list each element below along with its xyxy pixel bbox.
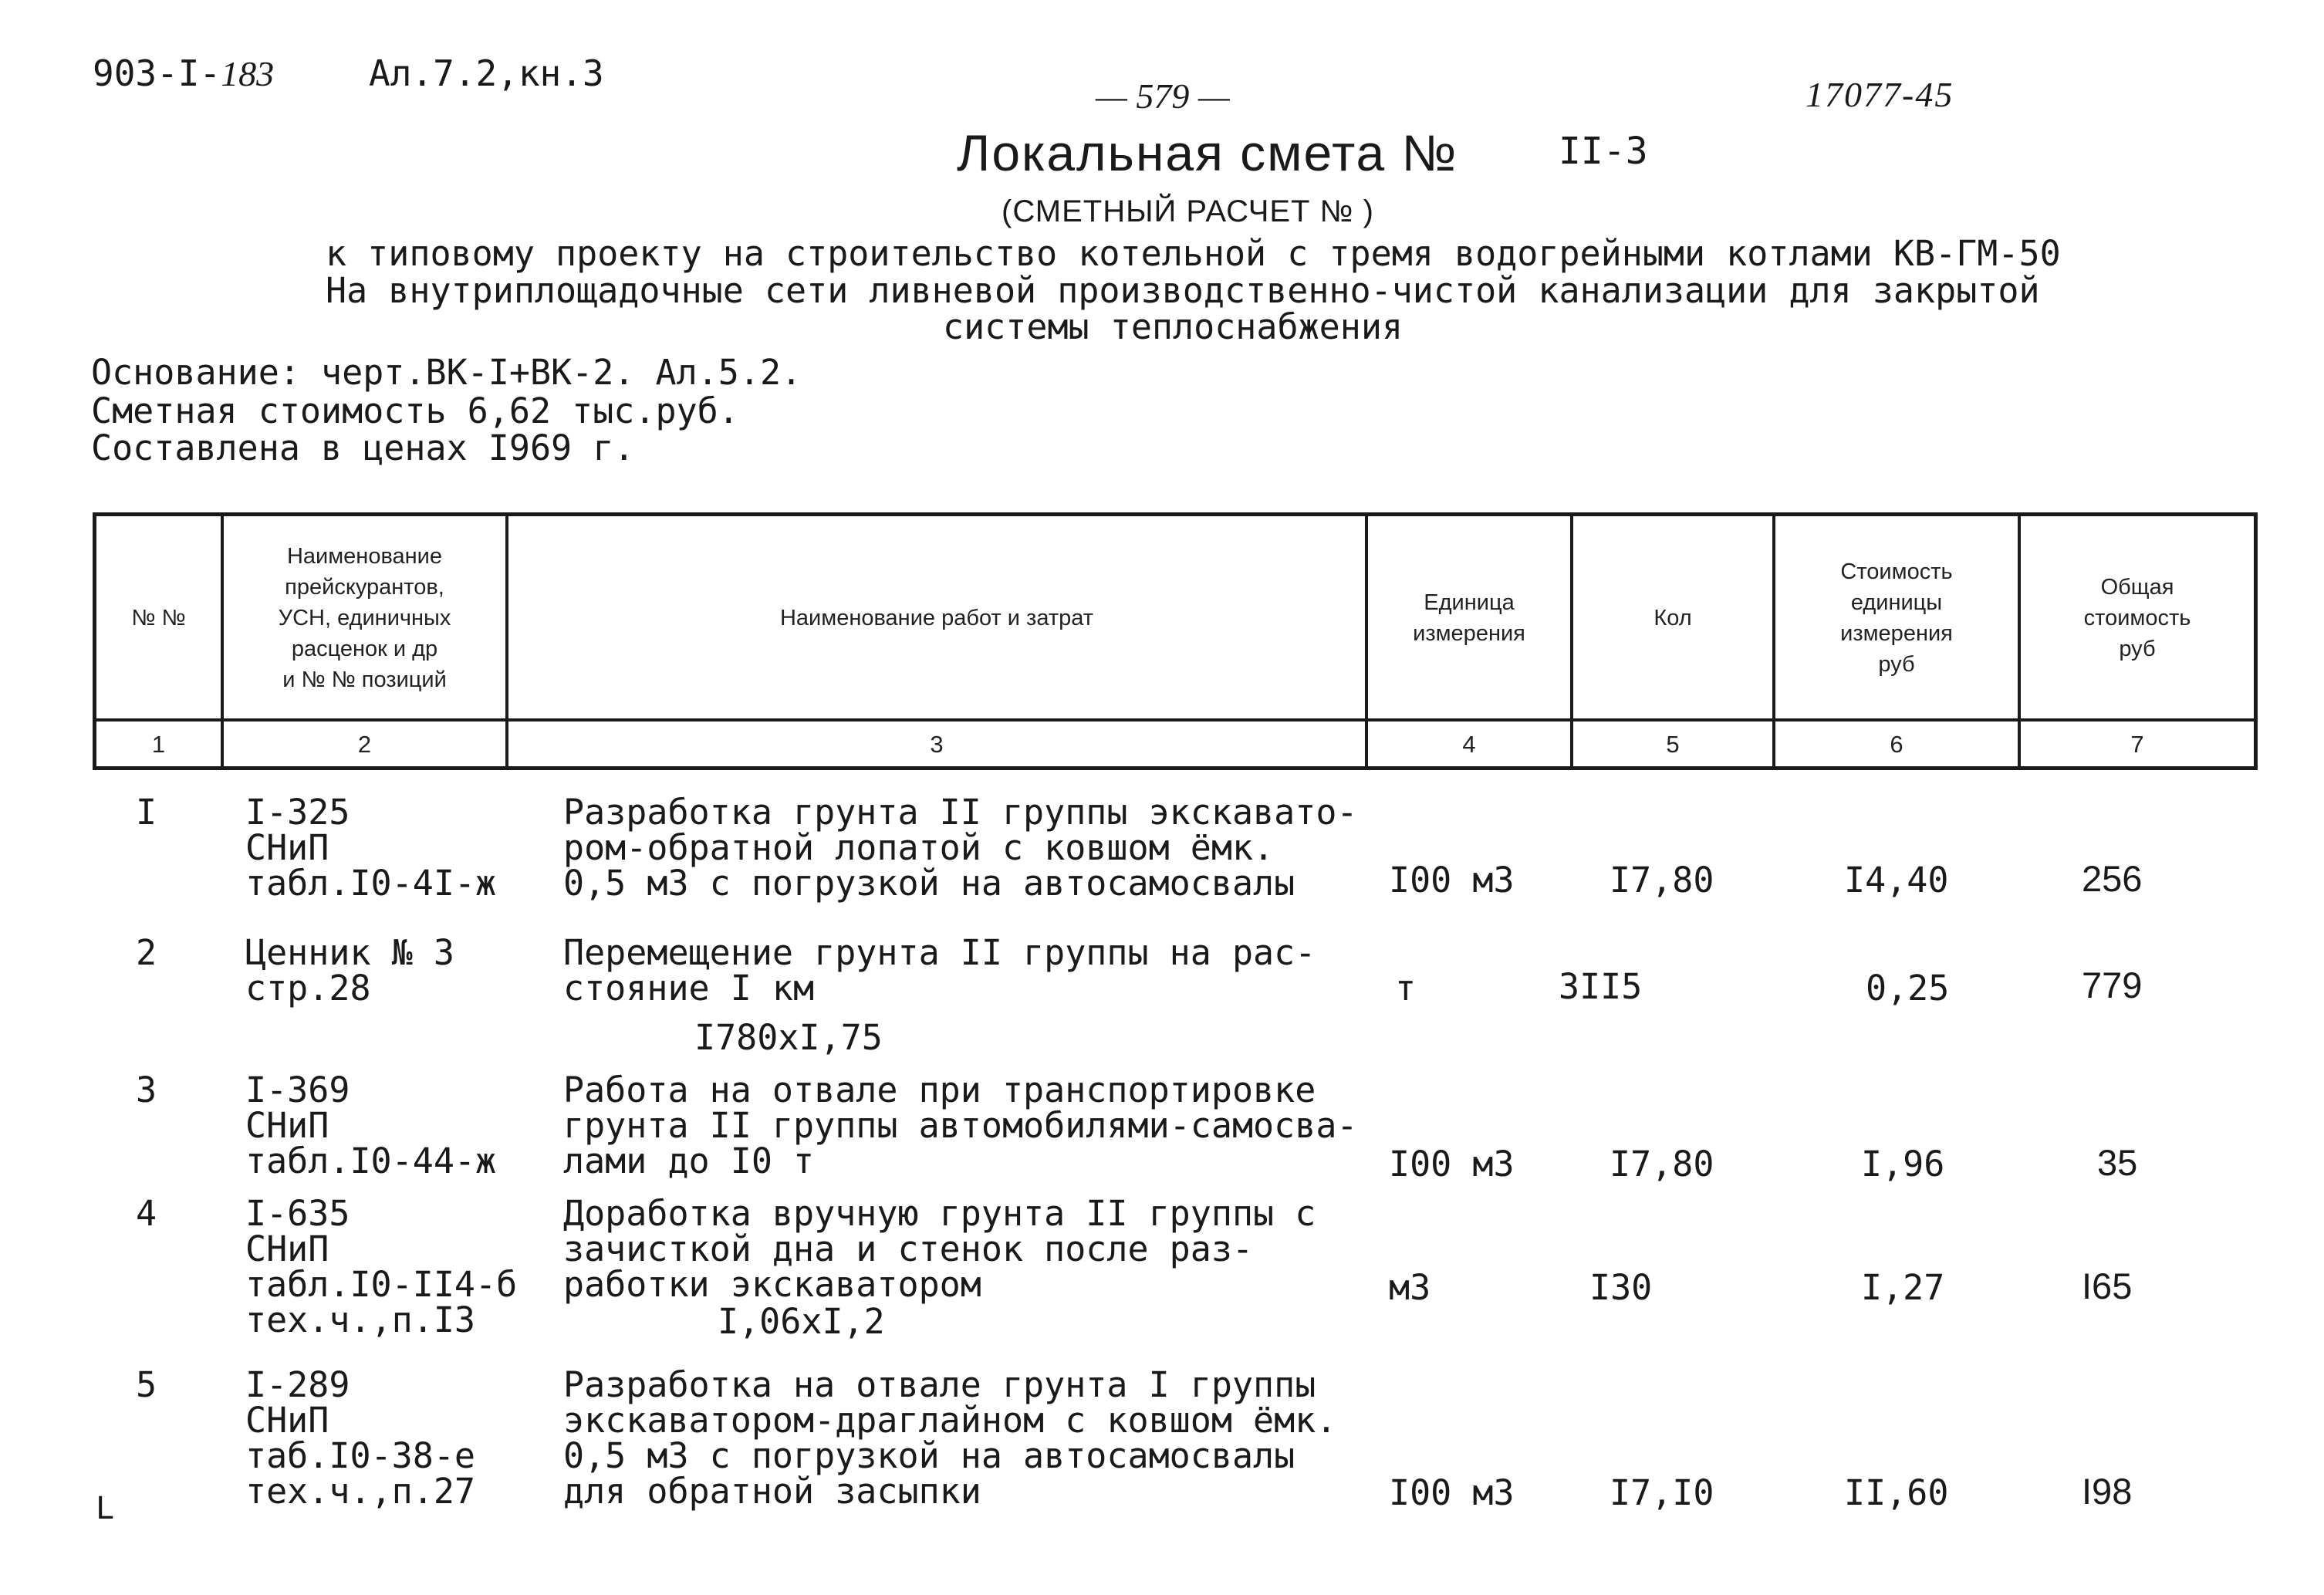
document-code-prefix: 903-I- — [93, 52, 221, 94]
row-unit-cost: I4,40 — [1844, 860, 1949, 901]
page-subtitle: (СМЕТНЫЙ РАСЧЕТ № ) — [1002, 194, 1374, 228]
row-number: 5 — [136, 1364, 157, 1405]
archive-number: 17077-45 — [1805, 75, 1954, 114]
row-number: 3 — [136, 1070, 157, 1110]
description-line: системы теплоснабжения — [943, 306, 1404, 347]
document-code-handwritten: 183 — [221, 54, 275, 93]
estimate-table-header — [93, 512, 2258, 770]
column-number: 4 — [1462, 731, 1476, 758]
row-quantity: I7,80 — [1610, 860, 1714, 901]
price-year-line: Составлена в ценах I969 г. — [91, 427, 635, 468]
row-formula: I,06xI,2 — [718, 1301, 885, 1342]
column-header-reference: Наименование прейскурантов, УСН, единичных расценок и др и № № позиций — [278, 544, 451, 692]
row-reference: I-369 СНиП табл.I0-44-ж — [245, 1070, 497, 1181]
row-reference: Ценник № 3 стр.28 — [245, 932, 454, 1009]
page-title: Локальная смета № — [957, 124, 1458, 181]
basis-line: Основание: черт.ВК-I+ВК-2. Ал.5.2. — [91, 352, 802, 393]
column-header-unit-cost: Стоимость единицы измерения руб — [1840, 559, 1953, 677]
row-quantity: I7,I0 — [1610, 1472, 1714, 1513]
row-quantity: 3II5 — [1559, 966, 1643, 1007]
estimate-number: II-3 — [1559, 130, 1648, 173]
row-quantity: I30 — [1589, 1267, 1653, 1308]
row-total: 256 — [2082, 858, 2143, 899]
column-number: 2 — [357, 731, 372, 758]
row-total: I65 — [2082, 1266, 2133, 1306]
row-work-description: Доработка вручную грунта II группы с зачисткой дна и стенок после раз- работки экскаватором — [563, 1193, 1316, 1305]
row-total: 779 — [2082, 965, 2143, 1005]
column-header-work: Наименование работ и затрат — [779, 606, 1093, 630]
column-header-total-cost: Общая стоимость руб — [2083, 575, 2191, 661]
row-reference: I-289 СНиП таб.I0-38-е тех.ч.,п.27 — [245, 1364, 476, 1512]
column-number: 5 — [1666, 731, 1680, 758]
cost-line: Сметная стоимость 6,62 тыс.руб. — [91, 390, 739, 431]
column-number: 6 — [1890, 731, 1903, 758]
row-unit: I00 м3 — [1389, 1472, 1515, 1513]
row-unit: м3 — [1389, 1267, 1431, 1308]
column-number: 3 — [930, 731, 944, 758]
corner-mark: L — [96, 1491, 115, 1526]
description-line: На внутриплощадочные сети ливневой производственно-чистой канализации для закрытой — [326, 270, 2040, 311]
album-reference: Ал.7.2,кн.3 — [369, 52, 604, 94]
description-line: к типовому проекту на строительство котельной с тремя водогрейными котлами КВ-ГМ-50 — [326, 233, 2061, 274]
row-work-description: Перемещение грунта II группы на рас- стояние I км — [563, 932, 1316, 1009]
row-unit-cost: II,60 — [1844, 1472, 1949, 1513]
page-number: — 579 — — [1096, 76, 1230, 116]
row-total: I98 — [2082, 1471, 2133, 1512]
row-reference: I-325 СНиП табл.I0-4I-ж — [245, 792, 497, 904]
row-unit-cost: I,96 — [1861, 1144, 1945, 1184]
row-quantity: I7,80 — [1610, 1144, 1714, 1184]
row-work-description: Работа на отвале при транспортировке грунта II группы автомобилями-самосва- лами до I0 т — [563, 1070, 1358, 1181]
column-header-unit: Единица измерения — [1413, 590, 1525, 646]
row-reference: I-635 СНиП табл.I0-II4-б тех.ч.,п.I3 — [245, 1193, 518, 1340]
row-unit: I00 м3 — [1389, 1144, 1515, 1184]
column-number: 1 — [151, 731, 166, 758]
row-unit: т — [1395, 968, 1417, 1009]
row-work-description: Разработка на отвале грунта I группы экскаватором-драглайном с ковшом ёмк. 0,5 м3 с погрузкой на автосамосвалы для обратной засыпки — [563, 1364, 1337, 1512]
row-formula: I780xI,75 — [694, 1017, 883, 1058]
row-number: 2 — [136, 932, 157, 973]
row-total: 35 — [2097, 1142, 2138, 1183]
row-number: 4 — [136, 1193, 157, 1234]
row-work-description: Разработка грунта II группы экскавато- ром-обратной лопатой с ковшом ёмк. 0,5 м3 с погрузкой на автосамосвалы — [563, 792, 1358, 904]
row-unit: I00 м3 — [1389, 860, 1515, 901]
column-header-quantity: Кол — [1653, 606, 1692, 630]
column-header-number: № № — [131, 606, 186, 630]
row-unit-cost: I,27 — [1861, 1267, 1945, 1308]
document-code — [93, 52, 274, 94]
column-number: 7 — [2130, 731, 2144, 758]
row-unit-cost: 0,25 — [1866, 968, 1950, 1009]
row-number: I — [136, 792, 157, 833]
